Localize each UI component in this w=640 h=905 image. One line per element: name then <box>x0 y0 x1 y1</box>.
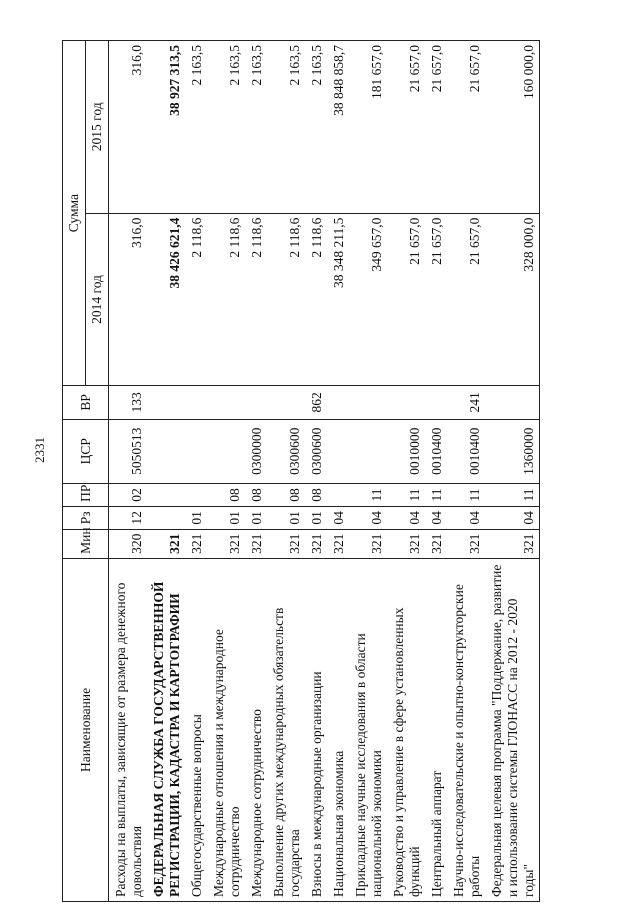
row-2015: 38 848 858,7 <box>327 41 349 214</box>
row-min: 320 <box>109 529 148 558</box>
row-vr <box>267 386 305 419</box>
header-vr: ВР <box>63 386 109 419</box>
table-row <box>305 41 327 902</box>
row-min: 321 <box>425 529 447 558</box>
row-min: 321 <box>267 529 305 558</box>
row-vr: 862 <box>305 386 327 419</box>
row-csr <box>349 419 387 483</box>
row-2014: 2 118,6 <box>207 213 245 386</box>
row-min: 321 <box>207 529 245 558</box>
row-vr: 133 <box>109 386 148 419</box>
row-vr <box>485 386 540 419</box>
table-row <box>109 41 148 902</box>
budget-table <box>62 40 540 902</box>
table-header <box>63 41 109 902</box>
row-pr: 11 <box>485 484 540 507</box>
row-name: Центральный аппарат <box>425 558 447 901</box>
row-pr <box>185 484 207 507</box>
row-min: 321 <box>447 529 485 558</box>
row-vr <box>327 386 349 419</box>
row-2015: 2 163,5 <box>207 41 245 214</box>
row-2014: 38 426 621,4 <box>147 213 185 386</box>
row-name: Национальная экономика <box>327 558 349 901</box>
row-2015: 21 657,0 <box>425 41 447 214</box>
row-csr <box>185 419 207 483</box>
row-2015: 160 000,0 <box>485 41 540 214</box>
row-csr: 0300000 <box>245 419 267 483</box>
row-rz: 01 <box>305 506 327 529</box>
table-row <box>185 41 207 902</box>
row-min: 321 <box>185 529 207 558</box>
row-name: Руководство и управление в сфере установленных функций <box>387 558 425 901</box>
header-csr: ЦСР <box>63 419 109 483</box>
row-2014: 2 118,6 <box>305 213 327 386</box>
table-body <box>109 41 540 902</box>
row-rz: 01 <box>267 506 305 529</box>
row-rz: 04 <box>327 506 349 529</box>
row-name: Федеральная целевая программа "Поддержание, развитие и использование системы ГЛОНАСС на 2012 - 2020 годы" <box>485 558 540 901</box>
row-2015: 316,0 <box>109 41 148 214</box>
row-vr <box>425 386 447 419</box>
row-min: 321 <box>147 529 185 558</box>
row-min: 321 <box>327 529 349 558</box>
table-row <box>387 41 425 902</box>
row-rz: 12 <box>109 506 148 529</box>
row-vr <box>207 386 245 419</box>
row-name: Международное сотрудничество <box>245 558 267 901</box>
row-2014: 38 348 211,5 <box>327 213 349 386</box>
document-body <box>62 40 592 902</box>
row-name: Общегосударственные вопросы <box>185 558 207 901</box>
table-row <box>485 41 540 902</box>
page-number <box>30 432 50 472</box>
row-rz: 04 <box>387 506 425 529</box>
row-min: 321 <box>245 529 267 558</box>
row-pr: 02 <box>109 484 148 507</box>
row-pr: 11 <box>425 484 447 507</box>
row-rz: 04 <box>447 506 485 529</box>
row-rz: 04 <box>349 506 387 529</box>
row-vr <box>147 386 185 419</box>
row-rz: 04 <box>425 506 447 529</box>
table-row <box>207 41 245 902</box>
row-csr: 1360000 <box>485 419 540 483</box>
row-rz: 01 <box>185 506 207 529</box>
row-2014: 21 657,0 <box>387 213 425 386</box>
rotated-table-container <box>62 40 592 902</box>
row-min: 321 <box>349 529 387 558</box>
row-vr <box>349 386 387 419</box>
row-pr: 11 <box>387 484 425 507</box>
row-2014: 21 657,0 <box>425 213 447 386</box>
row-2015: 181 657,0 <box>349 41 387 214</box>
row-pr: 08 <box>305 484 327 507</box>
row-csr: 0010400 <box>447 419 485 483</box>
row-vr: 241 <box>447 386 485 419</box>
row-rz: 04 <box>485 506 540 529</box>
row-rz <box>147 506 185 529</box>
row-2014: 2 118,6 <box>185 213 207 386</box>
table-row <box>447 41 485 902</box>
row-pr: 11 <box>447 484 485 507</box>
row-2015: 21 657,0 <box>447 41 485 214</box>
row-name: Расходы на выплаты, зависящие от размера денежного довольствия <box>109 558 148 901</box>
row-csr <box>207 419 245 483</box>
header-name: Наименование <box>63 558 109 901</box>
row-csr <box>147 419 185 483</box>
row-name: Международные отношения и международное сотрудничество <box>207 558 245 901</box>
row-pr <box>147 484 185 507</box>
header-rz: Рз <box>63 506 109 529</box>
row-2014: 21 657,0 <box>447 213 485 386</box>
row-pr: 08 <box>267 484 305 507</box>
row-name: ФЕДЕРАЛЬНАЯ СЛУЖБА ГОСУДАРСТВЕННОЙ РЕГИСТРАЦИИ, КАДАСТРА И КАРТОГРАФИИ <box>147 558 185 901</box>
table-row <box>349 41 387 902</box>
row-vr <box>185 386 207 419</box>
row-min: 321 <box>387 529 425 558</box>
row-pr: 11 <box>349 484 387 507</box>
table-row <box>147 41 185 902</box>
row-name: Прикладные научные исследования в области национальной экономики <box>349 558 387 901</box>
row-2014: 349 657,0 <box>349 213 387 386</box>
row-csr: 0300600 <box>305 419 327 483</box>
header-pr: ПР <box>63 484 109 507</box>
page-number-text: 2331 <box>32 437 47 463</box>
table-row <box>267 41 305 902</box>
header-min: Мин <box>63 529 109 558</box>
table-row <box>327 41 349 902</box>
row-name: Выполнение других международных обязательств государства <box>267 558 305 901</box>
row-2014: 316,0 <box>109 213 148 386</box>
header-2014: 2014 год <box>86 213 109 386</box>
row-2014: 328 000,0 <box>485 213 540 386</box>
row-name: Взносы в международные организации <box>305 558 327 901</box>
row-csr <box>327 419 349 483</box>
row-pr: 08 <box>207 484 245 507</box>
row-2015: 2 163,5 <box>305 41 327 214</box>
row-vr <box>245 386 267 419</box>
header-sum: Сумма <box>63 41 86 386</box>
row-2015: 2 163,5 <box>267 41 305 214</box>
row-2015: 38 927 313,5 <box>147 41 185 214</box>
row-2015: 2 163,5 <box>245 41 267 214</box>
row-vr <box>387 386 425 419</box>
row-2015: 2 163,5 <box>185 41 207 214</box>
row-min: 321 <box>485 529 540 558</box>
row-csr: 0300600 <box>267 419 305 483</box>
row-2014: 2 118,6 <box>245 213 267 386</box>
row-csr: 5050513 <box>109 419 148 483</box>
row-name: Научно-исследовательские и опытно-конструкторские работы <box>447 558 485 901</box>
row-rz: 01 <box>245 506 267 529</box>
row-pr: 08 <box>245 484 267 507</box>
row-rz: 01 <box>207 506 245 529</box>
row-2014: 2 118,6 <box>267 213 305 386</box>
header-2015: 2015 год <box>86 41 109 214</box>
row-min: 321 <box>305 529 327 558</box>
row-2015: 21 657,0 <box>387 41 425 214</box>
table-row <box>425 41 447 902</box>
row-pr <box>327 484 349 507</box>
table-row <box>245 41 267 902</box>
row-csr: 0010400 <box>425 419 447 483</box>
row-csr: 0010000 <box>387 419 425 483</box>
